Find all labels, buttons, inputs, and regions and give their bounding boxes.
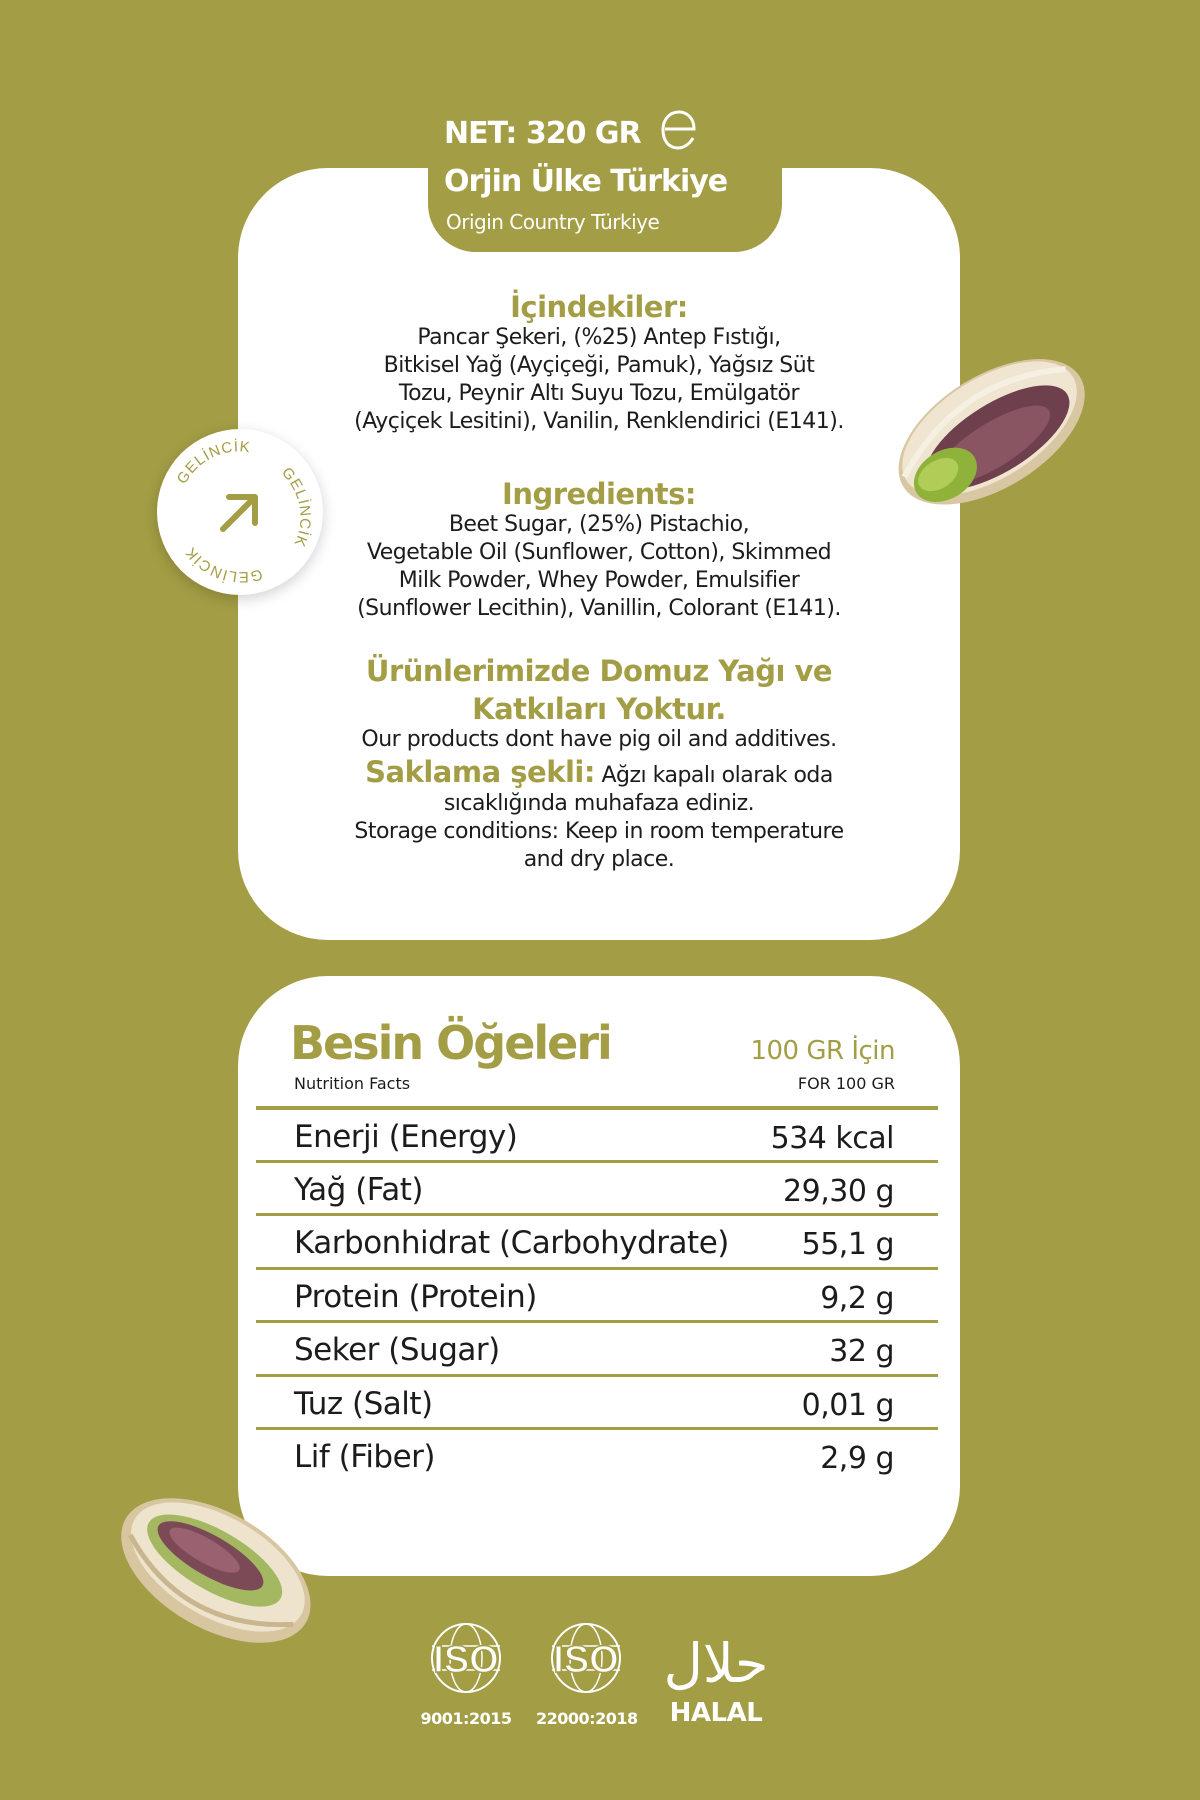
halal-arabic: حلال [663,1632,769,1695]
arrow-up-right-icon [223,497,255,529]
nutrient-value: 29,30 g [783,1173,894,1209]
cert-code: 9001:2015 [420,1709,512,1728]
ingredients-en-text [330,511,868,623]
nutrient-name: Enerji (Energy) [294,1119,518,1155]
nutrient-name: Seker (Sugar) [294,1332,500,1368]
ingredients-en-line: Milk Powder, Whey Powder, Emulsifier [398,568,800,593]
table-row [256,1106,938,1160]
ingredients-en-line: (Sunflower Lecithin), Vanillin, Colorant (E141). [357,596,841,621]
nutrition-table [256,1106,938,1481]
table-row [256,1320,938,1374]
storage-line-1 [318,755,880,790]
no-pig-heading-line: Katkıları Yoktur. [472,692,726,726]
storage-label: Saklama şekli: [365,755,595,789]
nutrient-value: 0,01 g [801,1387,894,1423]
nutrient-name: Lif (Fiber) [294,1439,436,1475]
no-pig-en: Our products dont have pig oil and additives. [361,727,837,752]
per-serving-subtitle: FOR 100 GR [797,1074,895,1093]
nutrient-value: 534 kcal [770,1121,894,1156]
per-serving-title: 100 GR İçin [750,1036,895,1066]
origin-country-en: Origin Country Türkiye [446,210,660,234]
storage-en-line-1: Storage conditions: Keep in room temperature [354,819,844,844]
cert-name: ISO [433,1639,499,1681]
ingredients-tr-line: Tozu, Peynir Altı Suyu Tozu, Emülgatör [398,381,800,406]
stamp-brand-text: GELİNCİK [181,543,264,586]
net-weight: NET: 320 GR [444,116,641,151]
nutrition-title: Besin Öğeleri [290,1016,611,1070]
halal-arabic-calligraphy [650,1618,782,1698]
globe-icon [416,1618,516,1698]
iso-22000-badge [536,1618,636,1728]
ingredients-en-line: Vegetable Oil (Sunflower, Cotton), Skimmed [366,540,832,565]
cert-code: 22000:2018 [536,1709,638,1728]
table-row [256,1267,938,1321]
nutrient-name: Protein (Protein) [294,1278,537,1315]
iso-9001-badge [416,1618,516,1728]
ingredients-tr-line: Pancar Şekeri, (%25) Antep Fıstığı, [417,325,781,350]
nutrient-name: Karbonhidrat (Carbohydrate) [294,1225,729,1261]
globe-icon [536,1618,636,1698]
halal-badge [650,1618,782,1728]
nutrient-name: Tuz (Salt) [294,1385,433,1422]
nutrient-value: 9,2 g [820,1280,894,1316]
nutrition-subtitle: Nutrition Facts [294,1074,411,1093]
ingredients-tr-line: (Ayçiçek Lesitini), Vanilin, Renklendirici (E141). [354,409,844,434]
table-row [256,1427,938,1481]
table-row [256,1374,938,1428]
storage-tr-rest: Ağzı kapalı olarak oda [601,763,833,788]
estimated-sign-icon [660,108,698,150]
cert-name: ISO [553,1639,619,1681]
origin-country-tr: Orjin Ülke Türkiye [444,164,728,199]
nutrient-value: 32 g [829,1334,894,1369]
table-row [256,1160,938,1214]
stamp-brand-text: GELİNCİK [278,464,314,550]
nutrient-value: 55,1 g [801,1227,894,1262]
stamp-brand-text: GELİNCİK [173,438,252,488]
pistachio-image [104,1470,326,1670]
ingredients-tr-line: Bitkisel Yağ (Ayçiçeği, Pamuk), Yağsız Süt [383,353,815,378]
brand-stamp [157,429,323,595]
pistachio-image [872,330,1102,530]
table-row [256,1213,938,1267]
brand-stamp-graphic [157,429,323,595]
no-pig-heading [330,652,868,728]
halal-label: HALAL [669,1698,763,1728]
storage-block [318,755,880,874]
storage-tr-line-2: sıcaklığında muhafaza ediniz. [443,791,755,816]
ingredients-en-heading: Ingredients: [502,477,696,511]
ingredients-tr-text [330,324,868,436]
storage-en-line-2: and dry place. [523,847,675,872]
no-pig-heading-line: Ürünlerimizde Domuz Yağı ve [365,654,833,688]
nutrient-name: Yağ (Fat) [294,1171,424,1208]
nutrient-value: 2,9 g [820,1441,894,1476]
ingredients-tr-heading: İçindekiler: [510,290,688,324]
ingredients-en-line: Beet Sugar, (25%) Pistachio, [448,512,750,537]
